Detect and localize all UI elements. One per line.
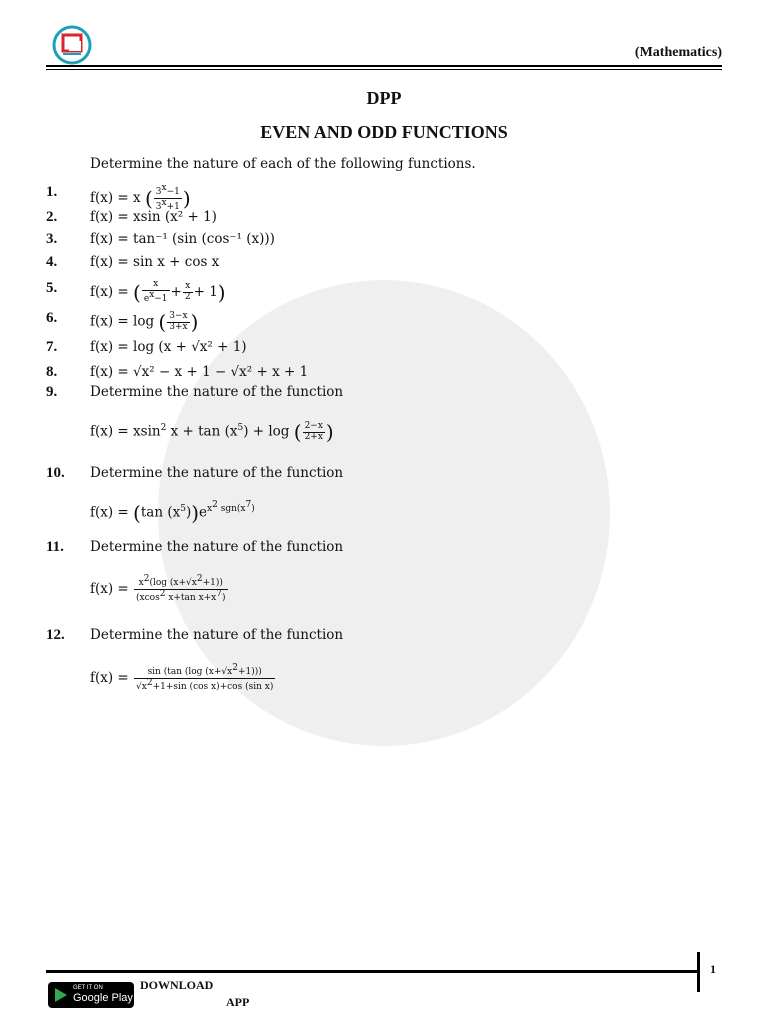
formula-1: f(x) = x ( $\frac{3^x-1}{3^x+1}$ )	[90, 183, 191, 212]
download-label: DOWNLOAD	[140, 978, 214, 992]
google-play-badge[interactable]: GET IT ON Google Play	[48, 982, 134, 1008]
topic-title: EVEN AND ODD FUNCTIONS	[260, 122, 508, 142]
brand-logo	[52, 25, 92, 65]
formula-9: f(x) = xsin$^2$ $x + \tan (x^5) + \log$ ( $\frac{2-x}{2+x}$ )	[90, 420, 334, 444]
formula-5: f(x) = ( $\frac{x}{e^x-1}$ + $\frac{x}{2}$ + 1)	[90, 279, 226, 305]
header-rule-thin	[46, 69, 722, 70]
intro-text: Determine the nature of each of the following functions.	[90, 156, 476, 172]
page-number: 1	[710, 962, 716, 976]
formula-12: f(x) = $\frac{\sin (\tan (\log (x+√x^2+1)))}{√x^2+1+\sin (\cos x)+\cos (\sin x)}$	[90, 663, 274, 692]
app-label: APP	[226, 995, 250, 1009]
formula-11: f(x) = $\frac{x^2(\log (x+√x^2+1))}{(xcos^2 x+\tan x+x^7)}$	[90, 574, 226, 603]
footer-rule-tick	[697, 952, 700, 992]
dpp-title: DPP	[366, 88, 402, 108]
footer-rule	[46, 970, 699, 973]
formula-10: f(x) = (tan $(x^5))e^{x^2 sgn(x^7)}$	[90, 500, 255, 525]
formula-6: f(x) = log ( $\frac{3-x}{3+x}$ )	[90, 310, 199, 334]
play-store-icon	[55, 988, 67, 1002]
header-rule	[46, 65, 722, 67]
subject-label: (Mathematics)	[634, 45, 722, 60]
